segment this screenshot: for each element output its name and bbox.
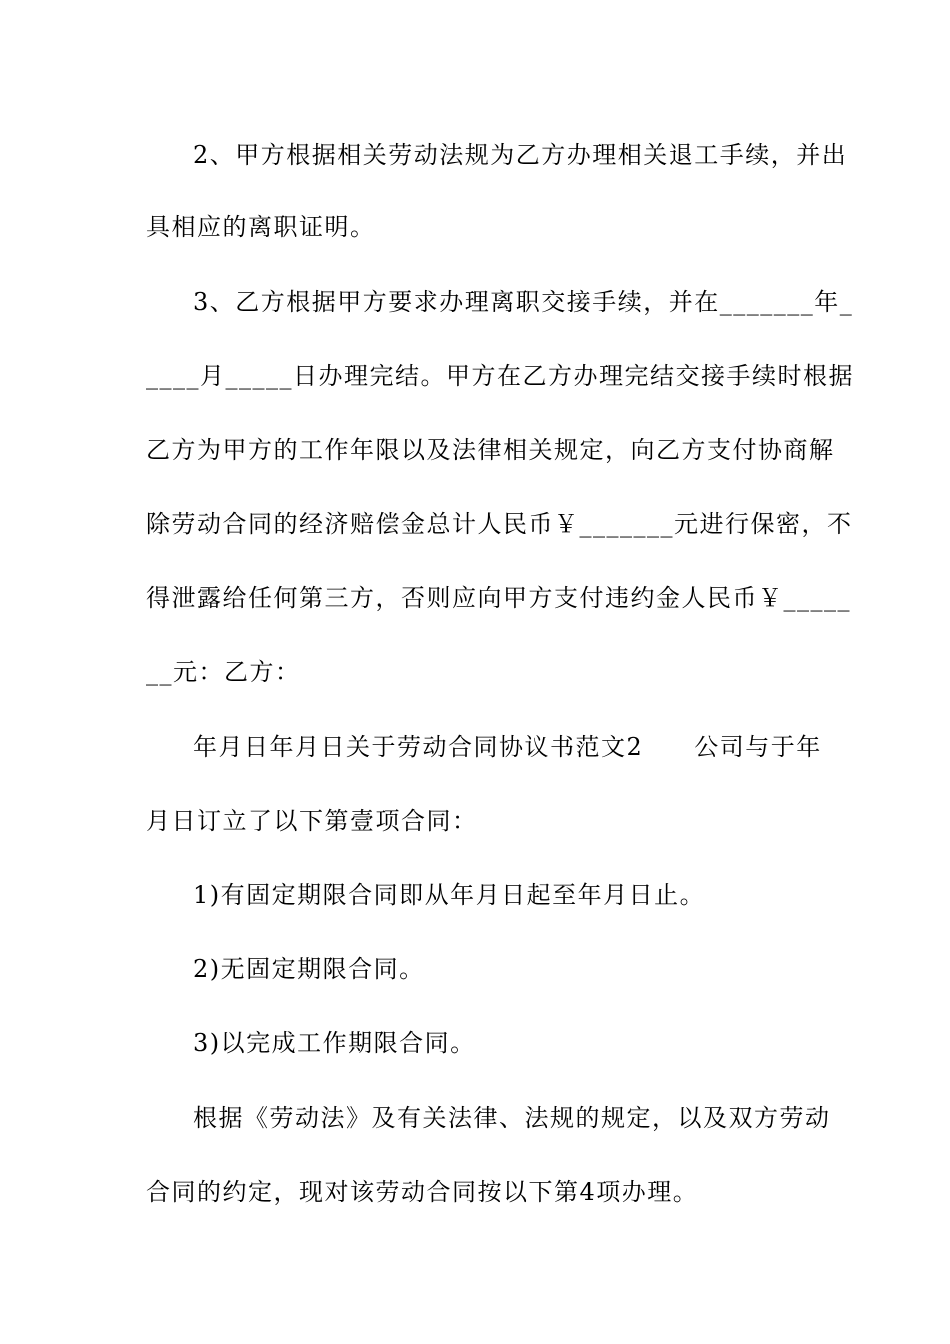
paragraph-line: 乙方为甲方的工作年限以及法律相关规定，向乙方支付协商解 <box>146 436 835 464</box>
list-item: 2)无固定期限合同。 <box>193 955 425 983</box>
paragraph-line: 月日订立了以下第壹项合同： <box>146 807 478 835</box>
list-item: 1)有固定期限合同即从年月日起至年月日止。 <box>193 881 706 909</box>
paragraph-line: 得泄露给任何第三方，否则应向甲方支付违约金人民币￥_____ <box>146 584 851 612</box>
paragraph-line: 2、甲方根据相关劳动法规为乙方办理相关退工手续，并出 <box>193 141 848 169</box>
paragraph-line: 合同的约定，现对该劳动合同按以下第4项办理。 <box>146 1178 699 1206</box>
paragraph-line: 根据《劳动法》及有关法律、法规的规定，以及双方劳动 <box>193 1104 831 1132</box>
paragraph-line: 3、乙方根据甲方要求办理离职交接手续，并在_______年_ <box>193 288 854 316</box>
list-item: 3)以完成工作期限合同。 <box>193 1029 476 1057</box>
paragraph-line: 除劳动合同的经济赔偿金总计人民币￥_______元进行保密，不 <box>146 510 853 538</box>
paragraph-line: 年月日年月日关于劳动合同协议书范文2 公司与于年 <box>193 733 822 761</box>
paragraph-line: ____月_____日办理完结。甲方在乙方办理完结交接手续时根据 <box>146 362 854 390</box>
paragraph-line: 具相应的离职证明。 <box>146 213 376 241</box>
paragraph-line: __元：乙方： <box>146 658 301 686</box>
